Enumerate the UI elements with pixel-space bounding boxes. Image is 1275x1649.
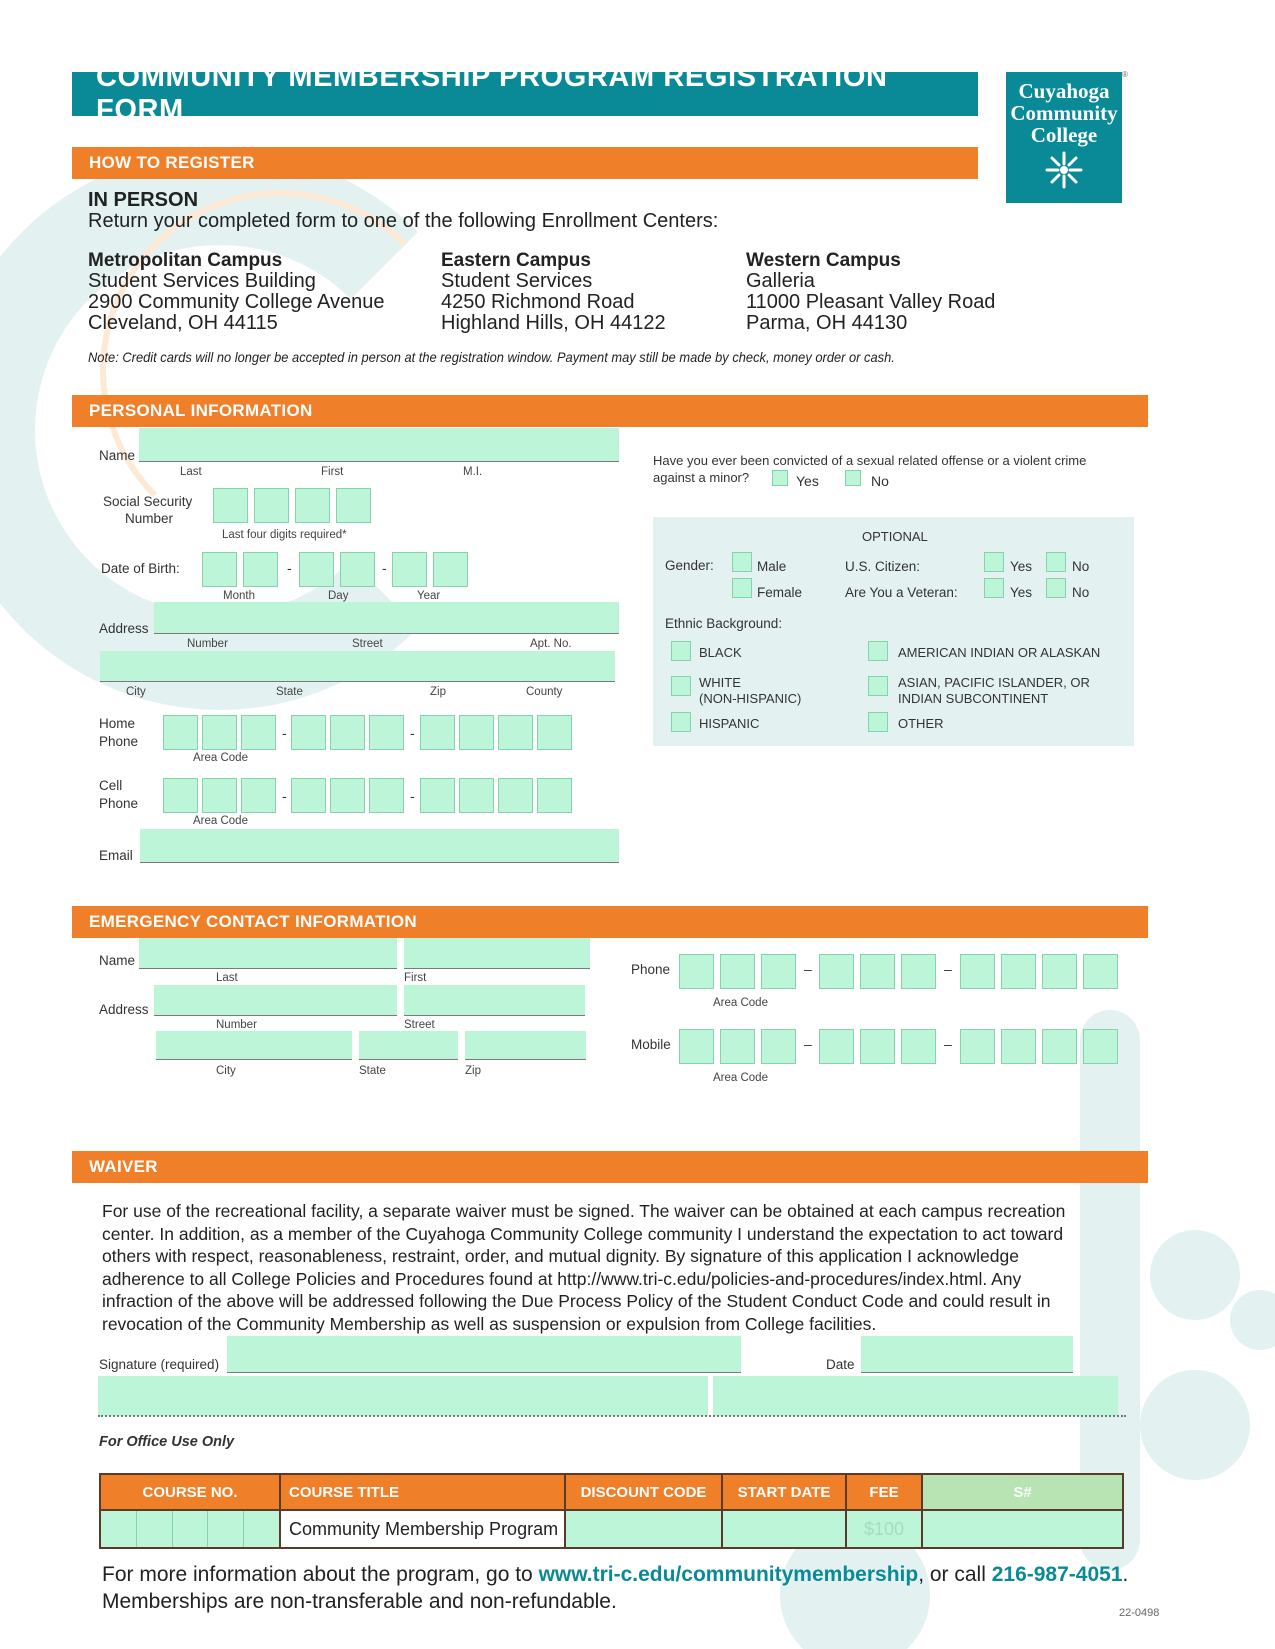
course-no-digit[interactable]: [208, 1511, 244, 1547]
background-dot: [1140, 1370, 1250, 1480]
ssn-label: Social Security: [103, 494, 193, 509]
form-code: 22-0498: [1119, 1607, 1160, 1619]
emergency-mobile-area-code: Area Code: [713, 1072, 768, 1084]
course-no-digit[interactable]: [173, 1511, 209, 1547]
state-sub: State: [276, 686, 303, 698]
emergency-zip-field[interactable]: [465, 1031, 586, 1060]
waiver-line: center. In addition, as a member of the Cuyahoga Community College community I understand the expectation to act toward: [102, 1223, 1064, 1244]
ethnic-black-checkbox[interactable]: [671, 641, 691, 661]
emergency-phone-label: Phone: [631, 962, 671, 977]
home-phone-dash: -: [410, 725, 415, 741]
emergency-mobile-digit[interactable]: [860, 1029, 895, 1064]
waiver-line: infraction of the above will be addressed following the Due Process Policy of the Student Conduct Code and could result in: [102, 1291, 1051, 1311]
dob-label: Date of Birth:: [101, 561, 180, 576]
personal-info-header: PERSONAL INFORMATION: [72, 395, 1148, 427]
waiver-header: WAIVER: [72, 1151, 1148, 1183]
ethnic-asian-checkbox[interactable]: [868, 676, 888, 696]
emergency-sub-first: First: [404, 972, 427, 984]
course-no-digit[interactable]: [137, 1511, 173, 1547]
dob-dash: -: [382, 560, 387, 576]
emergency-city-field[interactable]: [156, 1031, 352, 1060]
emergency-number-field[interactable]: [154, 985, 397, 1016]
email-field[interactable]: [140, 829, 619, 863]
ethnic-asian-label-2: INDIAN SUBCONTINENT: [898, 691, 1049, 706]
emergency-phone-digit[interactable]: [960, 954, 995, 989]
gender-female-checkbox[interactable]: [732, 578, 752, 598]
ethnic-white-checkbox[interactable]: [671, 676, 691, 696]
header-fee: FEE: [846, 1474, 922, 1510]
campus-line: Parma, OH 44130: [746, 312, 908, 334]
enrollment-intro: Return your completed form to one of the following Enrollment Centers:: [88, 210, 719, 232]
emergency-phone-digit[interactable]: [720, 954, 755, 989]
email-label: Email: [99, 848, 133, 863]
citizen-yes-label: Yes: [1010, 559, 1033, 574]
waiver-line: adherence to all College Policies and Procedures found at http://www.tri-c.edu/policies-and-procedures/index.html. Any: [102, 1268, 1022, 1289]
logo-starburst-icon: [1044, 150, 1084, 190]
emergency-mobile-label: Mobile: [631, 1037, 671, 1052]
cell-phone-dash: -: [410, 788, 415, 804]
veteran-no-label: No: [1072, 585, 1090, 600]
ethnic-other-checkbox[interactable]: [868, 712, 888, 732]
ethnic-white-label-2: (NON-HISPANIC): [699, 691, 802, 706]
home-phone-digit[interactable]: [202, 715, 237, 750]
footer-url-link[interactable]: www.tri-c.edu/communitymembership: [538, 1563, 919, 1586]
logo-registered-mark: ®: [1122, 70, 1128, 79]
course-no-digit[interactable]: [101, 1511, 137, 1547]
emergency-phone-dash: –: [944, 961, 952, 977]
dob-month-box[interactable]: [243, 552, 278, 587]
emergency-phone-dash: –: [804, 961, 812, 977]
cell-phone-digit[interactable]: [459, 778, 494, 813]
emergency-address-label: Address: [99, 1002, 149, 1017]
dob-month-box[interactable]: [202, 552, 237, 587]
campus-line: Galleria: [746, 270, 815, 292]
footer-text: , or call: [918, 1563, 992, 1586]
emergency-mobile-digit[interactable]: [761, 1029, 796, 1064]
waiver-text: [102, 1200, 1065, 1335]
course-no-cell[interactable]: [100, 1510, 280, 1548]
emergency-mobile-digit[interactable]: [1001, 1029, 1036, 1064]
home-phone-dash: -: [282, 725, 287, 741]
county-sub: County: [526, 686, 563, 698]
ethnic-asian-label: ASIAN, PACIFIC ISLANDER, OR: [898, 675, 1090, 690]
office-use-label: For Office Use Only: [99, 1434, 235, 1450]
veteran-no-checkbox[interactable]: [1046, 578, 1066, 598]
emergency-phone-digit[interactable]: [761, 954, 796, 989]
page-title: COMMUNITY MEMBERSHIP PROGRAM REGISTRATION FORM: [72, 72, 978, 116]
emergency-sub-zip: Zip: [465, 1065, 481, 1077]
address-label: Address: [99, 621, 149, 636]
name-label: Name: [99, 448, 136, 463]
footer-phone-link[interactable]: 216-987-4051: [991, 1563, 1123, 1586]
ethnic-american-indian-checkbox[interactable]: [868, 641, 888, 661]
discount-code-cell[interactable]: [565, 1510, 722, 1548]
office-use-table: [99, 1473, 1124, 1549]
footer-text: .: [1122, 1563, 1129, 1586]
emergency-last-name-field[interactable]: [139, 938, 397, 969]
how-to-register-header: HOW TO REGISTER: [72, 147, 978, 179]
ssn-label-2: Number: [125, 511, 174, 526]
gender-male-checkbox[interactable]: [732, 552, 752, 572]
cell-phone-digit[interactable]: [291, 778, 326, 813]
dotted-divider: [98, 1415, 1126, 1417]
campus-line: Student Services Building: [88, 270, 316, 292]
emergency-sub-last: Last: [216, 972, 238, 984]
cell-phone-dash: -: [282, 788, 287, 804]
emergency-mobile-digit[interactable]: [679, 1029, 714, 1064]
cell-area-code-sub: Area Code: [193, 815, 248, 827]
office-field-right[interactable]: [713, 1376, 1118, 1416]
address-sub-apt: Apt. No.: [530, 638, 572, 650]
campus-name: Metropolitan Campus: [88, 250, 283, 271]
home-phone-digit[interactable]: [163, 715, 198, 750]
zip-sub: Zip: [430, 686, 446, 698]
ssn-hint: Last four digits required*: [222, 529, 347, 541]
emergency-sub-street: Street: [404, 1019, 435, 1031]
emergency-phone-digit[interactable]: [901, 954, 936, 989]
emergency-phone-digit[interactable]: [679, 954, 714, 989]
logo-line-3: College: [1030, 123, 1098, 147]
fee-cell[interactable]: $100: [846, 1510, 922, 1548]
ssn-digit-box[interactable]: [336, 488, 371, 523]
name-sub-first: First: [321, 466, 344, 478]
emergency-phone-digit[interactable]: [819, 954, 854, 989]
campus-name: Western Campus: [746, 250, 901, 271]
citizen-no-label: No: [1072, 559, 1090, 574]
footer-text: For more information about the program, go to: [102, 1563, 539, 1586]
emergency-phone-digit[interactable]: [1083, 954, 1118, 989]
waiver-line: revocation of the Community Membership as well as suspension or expulsion from College facilities.: [102, 1313, 877, 1334]
emergency-phone-digit[interactable]: [1001, 954, 1036, 989]
dob-year-box[interactable]: [392, 552, 427, 587]
campus-line: 11000 Pleasant Valley Road: [746, 291, 996, 313]
ethnic-hispanic-checkbox[interactable]: [671, 712, 691, 732]
cell-phone-label-2: Phone: [99, 796, 139, 811]
address-sub-street: Street: [352, 638, 383, 650]
date-label: Date: [826, 1357, 855, 1372]
emergency-sub-city: City: [216, 1065, 236, 1077]
home-phone-digit[interactable]: [291, 715, 326, 750]
conviction-question: Have you ever been convicted of a sexual related offense or a violent crime: [653, 453, 1087, 468]
cell-phone-digit[interactable]: [202, 778, 237, 813]
office-field-left[interactable]: [98, 1376, 708, 1416]
header-start-date: START DATE: [722, 1474, 846, 1510]
emergency-mobile-digit[interactable]: [1083, 1029, 1118, 1064]
name-sub-last: Last: [180, 466, 202, 478]
optional-heading: OPTIONAL: [862, 529, 928, 544]
veteran-label: Are You a Veteran:: [845, 585, 958, 600]
office-table-row: [100, 1510, 1123, 1548]
emergency-contact-header: EMERGENCY CONTACT INFORMATION: [72, 906, 1148, 938]
ethnic-american-indian-label: AMERICAN INDIAN OR ALASKAN: [898, 645, 1101, 660]
date-field[interactable]: [861, 1336, 1073, 1373]
conviction-yes-label: Yes: [796, 473, 819, 489]
signature-field[interactable]: [227, 1336, 741, 1373]
footer-info: [102, 1561, 1128, 1615]
gender-male-label: Male: [757, 559, 787, 574]
header-discount-code: DISCOUNT CODE: [565, 1474, 722, 1510]
campus-line: Cleveland, OH 44115: [88, 312, 278, 334]
cell-phone-digit[interactable]: [498, 778, 533, 813]
emergency-street-field[interactable]: [404, 985, 585, 1016]
cell-phone-label: Cell: [99, 778, 123, 793]
campus-eastern: [441, 250, 666, 334]
home-phone-label: Home: [99, 716, 136, 731]
home-area-code-sub: Area Code: [193, 752, 248, 764]
emergency-mobile-digit[interactable]: [901, 1029, 936, 1064]
ethnic-white-label: WHITE: [699, 675, 741, 690]
home-phone-digit[interactable]: [330, 715, 365, 750]
campus-line: Highland Hills, OH 44122: [441, 312, 666, 334]
waiver-line: others with respect, reasonableness, restraint, order, and mutual dignity. By signature of this application I acknowledge: [102, 1246, 1019, 1266]
emergency-phone-digit[interactable]: [1042, 954, 1077, 989]
cell-phone-digit[interactable]: [241, 778, 276, 813]
citizen-label: U.S. Citizen:: [845, 559, 921, 574]
s-number-cell[interactable]: [922, 1510, 1123, 1548]
address-field[interactable]: [154, 602, 619, 634]
name-field[interactable]: [139, 428, 619, 462]
header-course-title: COURSE TITLE: [280, 1474, 565, 1510]
ethnic-black-label: BLACK: [699, 645, 742, 660]
cell-phone-digit[interactable]: [369, 778, 404, 813]
conviction-yes-checkbox[interactable]: [772, 470, 788, 486]
veteran-yes-checkbox[interactable]: [984, 578, 1004, 598]
background-dot: [1230, 1290, 1275, 1350]
ssn-digit-box[interactable]: [295, 488, 330, 523]
home-phone-label-2: Phone: [99, 734, 139, 749]
emergency-phone-digit[interactable]: [860, 954, 895, 989]
citizen-yes-checkbox[interactable]: [984, 552, 1004, 572]
campus-line: Student Services: [441, 270, 593, 292]
payment-note: Note: Credit cards will no longer be accepted in person at the registration window. Payment may still be made by check, money order or cash.: [88, 349, 895, 365]
campus-name: Eastern Campus: [441, 250, 591, 271]
signature-label: Signature (required): [99, 1357, 220, 1372]
start-date-cell[interactable]: [722, 1510, 846, 1548]
emergency-name-label: Name: [99, 953, 136, 968]
cell-phone-digit[interactable]: [420, 778, 455, 813]
header-course-no: COURSE NO.: [100, 1474, 280, 1510]
home-phone-digit[interactable]: [369, 715, 404, 750]
dob-sub-day: Day: [328, 590, 349, 602]
emergency-first-name-field[interactable]: [404, 938, 590, 969]
emergency-mobile-dash: –: [804, 1036, 812, 1052]
emergency-mobile-digit[interactable]: [1042, 1029, 1077, 1064]
background-dot: [1150, 1230, 1240, 1320]
dob-sub-month: Month: [223, 590, 255, 602]
course-title-cell: Community Membership Program: [280, 1510, 565, 1548]
emergency-mobile-digit[interactable]: [819, 1029, 854, 1064]
course-no-digit[interactable]: [244, 1511, 279, 1547]
city-state-zip-field[interactable]: [100, 651, 615, 682]
cell-phone-digit[interactable]: [330, 778, 365, 813]
conviction-question-2: against a minor?: [653, 470, 750, 485]
name-sub-mi: M.I.: [463, 466, 483, 478]
waiver-line: For use of the recreational facility, a separate waiver must be signed. The waiver can be obtained at each campus recreation: [102, 1201, 1066, 1221]
home-phone-digit[interactable]: [459, 715, 494, 750]
dob-sub-year: Year: [417, 590, 441, 602]
ssn-digit-box[interactable]: [254, 488, 289, 523]
emergency-mobile-dash: –: [944, 1036, 952, 1052]
emergency-mobile-digit[interactable]: [720, 1029, 755, 1064]
gender-label: Gender:: [665, 558, 714, 573]
emergency-phone-area-code: Area Code: [713, 997, 768, 1009]
dob-day-box[interactable]: [340, 552, 375, 587]
footer-line-2: Memberships are non-transferable and non-refundable.: [102, 1590, 617, 1613]
ssn-digit-box[interactable]: [213, 488, 248, 523]
ethnic-hispanic-label: HISPANIC: [699, 716, 760, 731]
ethnic-other-label: OTHER: [898, 716, 944, 731]
campus-line: 4250 Richmond Road: [441, 291, 635, 313]
cell-phone-digit[interactable]: [163, 778, 198, 813]
campus-western: [746, 250, 995, 334]
emergency-sub-state: State: [359, 1065, 386, 1077]
office-table-header-row: [100, 1474, 1123, 1510]
dob-day-box[interactable]: [299, 552, 334, 587]
conviction-no-label: No: [871, 473, 889, 489]
college-logo: [1006, 72, 1122, 203]
dob-year-box[interactable]: [433, 552, 468, 587]
footer-line-1: [102, 1561, 1128, 1588]
campus-metropolitan: [88, 250, 384, 334]
conviction-no-checkbox[interactable]: [845, 470, 861, 486]
emergency-mobile-digit[interactable]: [960, 1029, 995, 1064]
home-phone-digit[interactable]: [241, 715, 276, 750]
gender-female-label: Female: [757, 585, 803, 600]
address-sub-number: Number: [187, 638, 228, 650]
header-s-number: S#: [922, 1474, 1123, 1510]
home-phone-digit[interactable]: [420, 715, 455, 750]
logo-line-2: Community: [1010, 101, 1118, 125]
logo-line-1: Cuyahoga: [1018, 79, 1110, 103]
citizen-no-checkbox[interactable]: [1046, 552, 1066, 572]
cell-phone-digit[interactable]: [537, 778, 572, 813]
in-person-heading: IN PERSON: [88, 189, 199, 211]
city-sub: City: [126, 686, 146, 698]
emergency-sub-number: Number: [216, 1019, 257, 1031]
home-phone-digit[interactable]: [498, 715, 533, 750]
home-phone-digit[interactable]: [537, 715, 572, 750]
ethnic-label: Ethnic Background:: [665, 616, 783, 631]
dob-dash: -: [287, 560, 292, 576]
campus-line: 2900 Community College Avenue: [88, 291, 385, 313]
emergency-state-field[interactable]: [359, 1031, 458, 1060]
veteran-yes-label: Yes: [1010, 585, 1033, 600]
